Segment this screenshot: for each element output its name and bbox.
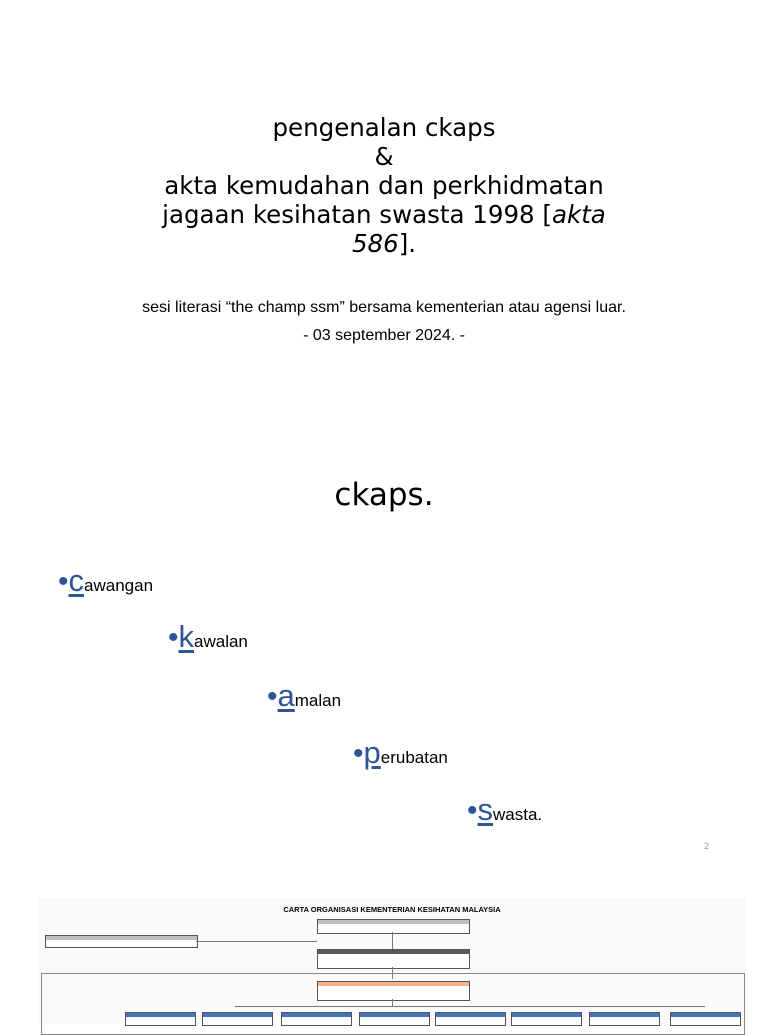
org-box-header — [318, 920, 469, 924]
bullet-dot-icon: • — [467, 794, 478, 827]
org-box-header — [46, 936, 197, 940]
bullet-dot-icon: • — [58, 565, 69, 598]
bullet-cawangan — [58, 563, 153, 599]
org-box-header — [590, 1013, 659, 1017]
org-box-director-general — [317, 981, 470, 1001]
org-box-header — [360, 1013, 429, 1017]
slide1-date: - 03 september 2024. - — [303, 327, 465, 344]
bullet-kawalan — [168, 619, 248, 655]
org-box-header — [671, 1013, 740, 1017]
slide2-title: ckaps. — [334, 477, 434, 513]
bullet-dot-icon: • — [353, 737, 364, 770]
title-line-3: akta kemudahan dan perkhidmatan — [164, 171, 604, 200]
org-box-header — [203, 1013, 272, 1017]
org-box-header — [318, 950, 469, 954]
org-connector — [392, 932, 393, 949]
org-connector — [235, 1006, 705, 1007]
org-connector — [196, 941, 317, 942]
org-box-minister — [317, 919, 470, 934]
title-line-4 — [100, 200, 668, 229]
bullet-initial: a — [277, 678, 295, 713]
bullet-dot-icon: • — [267, 680, 278, 713]
bullet-initial: c — [68, 563, 85, 598]
bullet-initial: s — [477, 792, 494, 827]
org-box-header — [282, 1013, 351, 1017]
org-chart — [38, 898, 746, 1024]
bullet-dot-icon: • — [168, 621, 179, 654]
slide1-title — [100, 113, 668, 258]
bullet-swasta — [467, 792, 542, 828]
org-box-secretary — [317, 949, 470, 969]
title-line-4-text: jagaan kesihatan swasta 1998 [ — [162, 200, 552, 229]
org-box-side — [45, 935, 198, 948]
bullet-text: erubatan — [380, 748, 448, 767]
org-connector — [392, 999, 393, 1006]
page-number: 2 — [704, 841, 710, 851]
title-italic-a: akta — [552, 200, 606, 229]
org-chart-title: CARTA ORGANISASI KEMENTERIAN KESIHATAN MALAYSIA — [283, 905, 501, 914]
bullet-initial: p — [363, 735, 381, 770]
bullet-text: malan — [294, 691, 342, 710]
org-box-header — [436, 1013, 505, 1017]
title-italic-b: 586 — [351, 229, 399, 258]
title-line-1: pengenalan ckaps — [272, 113, 496, 142]
slide1-subtitle: sesi literasi “the champ ssm” bersama kementerian atau agensi luar. — [142, 299, 626, 316]
bullet-text: awalan — [194, 632, 248, 651]
title-end: ]. — [398, 229, 417, 258]
title-line-2: & — [374, 142, 394, 171]
org-box-header — [318, 982, 469, 986]
org-box-header — [512, 1013, 581, 1017]
bullet-perubatan — [353, 735, 448, 771]
bullet-text: wasta. — [493, 805, 543, 824]
bullet-text: awangan — [84, 576, 154, 595]
bullet-initial: k — [178, 619, 195, 654]
title-line-5 — [100, 229, 668, 258]
bullet-amalan — [267, 678, 341, 714]
org-box-header — [126, 1013, 195, 1017]
